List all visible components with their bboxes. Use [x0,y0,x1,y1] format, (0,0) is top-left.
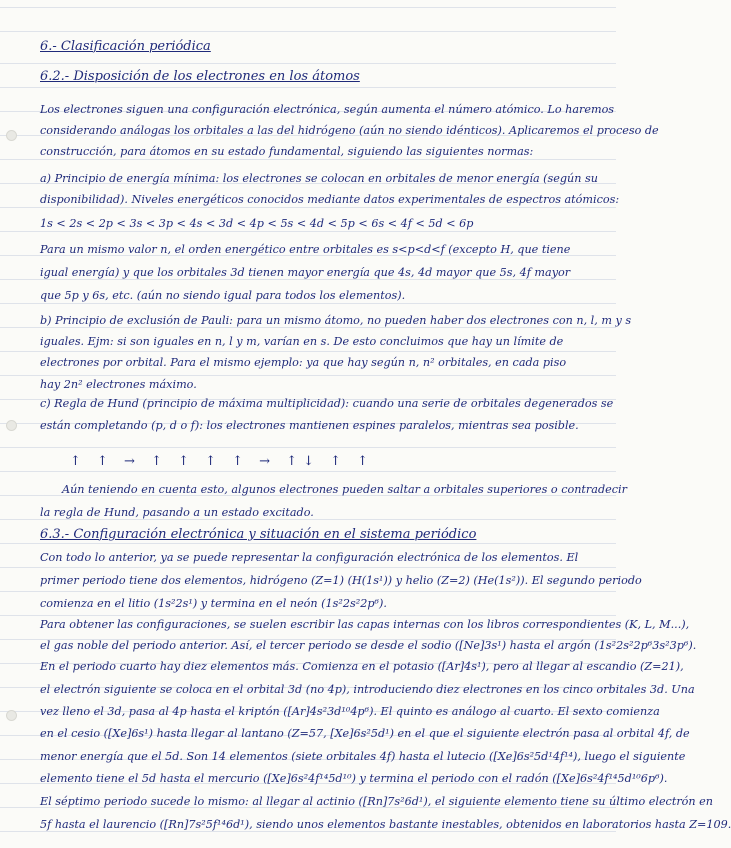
text-line: Los electrones siguen una configuración electrónica, según aumenta el número atómico. Lo haremos [40,103,615,116]
text-line: Con todo lo anterior, ya se puede representar la configuración electrónica de los elementos. El [40,551,579,564]
text-line: iguales. Ejm: si son iguales en n, l y m, varían en s. De esto concluimos que hay un límite de [40,335,564,348]
energy-order-line: 1s < 2s < 2p < 3s < 3p < 4s < 3d < 4p < 5s < 4d < 5p < 6s < 4f < 5d < 6p [40,217,474,230]
text-line: disponibilidad). Niveles energéticos conocidos mediante datos experimentales de espectros atómicos: [40,193,620,206]
binder-hole [6,420,17,431]
text-line: Aún teniendo en cuenta esto, algunos electrones pueden saltar a orbitales superiores o contradecir [62,483,627,496]
text-line: menor energía que el 5d. Son 14 elementos (siete orbitales 4f) hasta el lutecio ([Xe]6s²5d¹4f¹⁴), luego el siguiente [40,750,686,763]
text-line: hay 2n² electrones máximo. [40,378,197,391]
section-heading: 6.3.- Configuración electrónica y situación en el sistema periódico [40,527,477,542]
text-line: el gas noble del periodo anterior. Así, el tercer periodo se desde el sodio ([Ne]3s¹) hasta el argón (1s²2s²2p⁶3s²3p⁶). [40,639,697,652]
text-line: a) Principio de energía mínima: los electrones se colocan en orbitales de menor energía (según su [40,172,598,185]
text-line: En el periodo cuarto hay diez elementos más. Comienza en el potasio ([Ar]4s¹), pero al llegar al escandio (Z=21), [40,660,684,673]
hund-arrows: ↑ ↑ → ↑ ↑ ↑ ↑ → ↑↓ ↑ ↑ [70,454,375,469]
text-line: en el cesio ([Xe]6s¹) hasta llegar al lantano (Z=57, [Xe]6s²5d¹) en el que el siguiente electrón pasa al orbital 4f, de [40,727,690,740]
binder-hole [6,710,17,721]
text-line: Para un mismo valor n, el orden energético entre orbitales es s<p<d<f (excepto H, que tiene [40,243,571,256]
text-line: vez lleno el 3d, pasa al 4p hasta el kriptón ([Ar]4s²3d¹⁰4p⁶). El quinto es análogo al cuarto. El sexto comienza [40,705,660,718]
text-line: elemento tiene el 5d hasta el mercurio ([Xe]6s²4f¹⁴5d¹⁰) y termina el periodo con el radón ([Xe]6s²4f¹⁴5d¹⁰6p⁶). [40,772,668,785]
text-line: construcción, para átomos en su estado fundamental, siguiendo las siguientes normas: [40,145,534,158]
text-line: considerando análogas los orbitales a las del hidrógeno (aún no siendo idénticos). Aplicaremos el proceso de [40,124,659,137]
text-line: que 5p y 6s, etc. (aún no siendo igual para todos los elementos). [40,289,406,302]
text-line: b) Principio de exclusión de Pauli: para un mismo átomo, no pueden haber dos electrones con n, l, m y s [40,314,632,327]
section-heading: 6.- Clasificación periódica [40,39,211,54]
text-line: la regla de Hund, pasando a un estado excitado. [40,506,314,519]
text-line: están completando (p, d o f): los electrones mantienen espines paralelos, mientras sea posible. [40,419,579,432]
binder-hole [6,130,17,141]
text-line: 5f hasta el laurencio ([Rn]7s²5f¹⁴6d¹), siendo unos elementos bastante inestables, obtenidos en laboratorios hasta Z=109. [40,818,731,831]
section-heading: 6.2.- Disposición de los electrones en los átomos [40,69,360,84]
text-line: El séptimo periodo sucede lo mismo: al llegar al actinio ([Rn]7s²6d¹), el siguiente elemento tiene su último electrón en [40,795,713,808]
text-line: primer periodo tiene dos elementos, hidrógeno (Z=1) (H(1s¹)) y helio (Z=2) (He(1s²)). El segundo periodo [40,574,642,587]
text-line: igual energía) y que los orbitales 3d tienen mayor energía que 4s, 4d mayor que 5s, 4f mayor [40,266,571,279]
text-line: electrones por orbital. Para el mismo ejemplo: ya que hay según n, n² orbitales, en cada piso [40,356,567,369]
text-line: Para obtener las configuraciones, se suelen escribir las capas internas con los libros correspondientes (K, L, M...), [40,618,690,631]
text-line: comienza en el litio (1s²2s¹) y termina en el neón (1s²2s²2p⁶). [40,597,387,610]
text-line: el electrón siguiente se coloca en el orbital 3d (no 4p), introduciendo diez electrones en los cinco orbitales 3d. Una [40,683,695,696]
text-line: c) Regla de Hund (principio de máxima multiplicidad): cuando una serie de orbitales degenerados se [40,397,614,410]
